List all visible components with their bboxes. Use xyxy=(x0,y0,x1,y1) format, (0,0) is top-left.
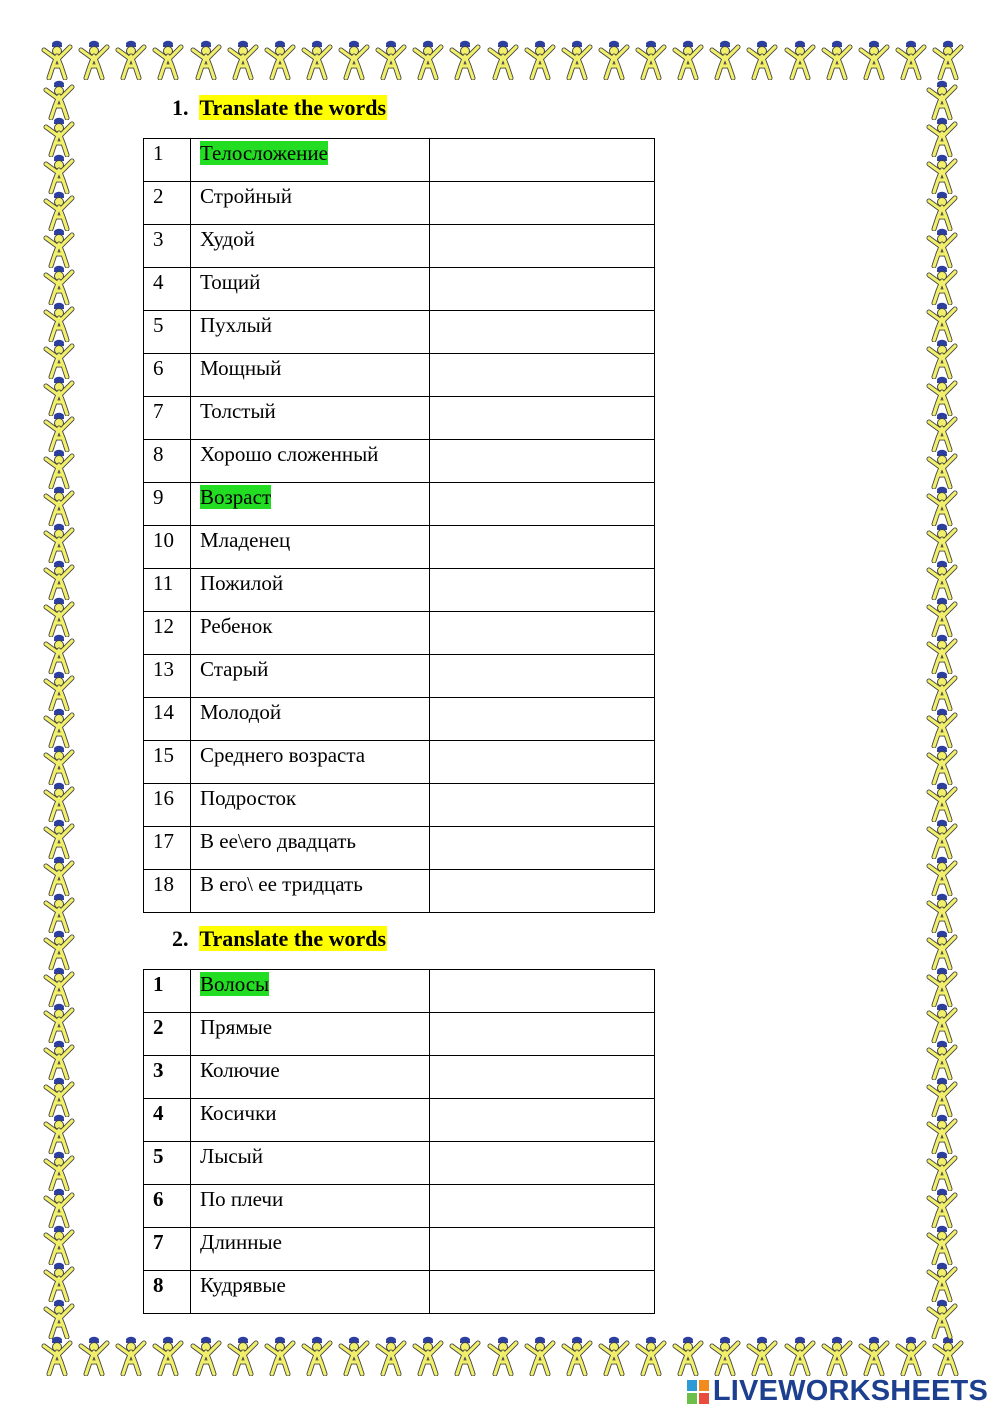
russian-word: Подросток xyxy=(200,786,297,810)
cheering-person-icon xyxy=(42,782,74,818)
cheering-person-icon xyxy=(925,1299,957,1335)
cheering-person-icon xyxy=(925,930,957,966)
row-number: 1 xyxy=(144,970,191,1013)
table-row xyxy=(144,526,655,569)
cheering-person-icon xyxy=(42,449,74,485)
table-row xyxy=(144,1142,655,1185)
translation-answer-cell[interactable] xyxy=(430,139,655,182)
cheering-person-icon xyxy=(925,1188,957,1224)
cheering-person-icon xyxy=(925,560,957,596)
word-cell xyxy=(191,698,430,741)
cheering-person-icon xyxy=(42,893,74,929)
row-number: 8 xyxy=(144,440,191,483)
cheering-person-icon xyxy=(42,745,74,781)
word-cell xyxy=(191,970,430,1013)
section-1-title xyxy=(172,95,387,121)
word-cell xyxy=(191,225,430,268)
table-row xyxy=(144,1271,655,1314)
russian-word: Худой xyxy=(200,227,255,251)
cheering-person-icon xyxy=(448,40,482,80)
cheering-person-icon xyxy=(42,1040,74,1076)
row-number: 10 xyxy=(144,526,191,569)
russian-word: Тощий xyxy=(200,270,261,294)
translation-answer-cell[interactable] xyxy=(430,1271,655,1314)
row-number: 2 xyxy=(144,1013,191,1056)
translation-answer-cell[interactable] xyxy=(430,1099,655,1142)
border-bottom xyxy=(40,1336,965,1380)
cheering-person-icon xyxy=(925,339,957,375)
cheering-person-icon xyxy=(671,40,705,80)
cheering-person-icon xyxy=(925,782,957,818)
word-cell xyxy=(191,1185,430,1228)
table-row xyxy=(144,397,655,440)
table-row xyxy=(144,311,655,354)
cheering-person-icon xyxy=(42,708,74,744)
translation-answer-cell[interactable] xyxy=(430,569,655,612)
cheering-person-icon xyxy=(374,1336,408,1376)
cheering-person-icon xyxy=(337,1336,371,1376)
russian-word: Толстый xyxy=(200,399,276,423)
table-row xyxy=(144,483,655,526)
cheering-person-icon xyxy=(263,40,297,80)
cheering-person-icon xyxy=(42,967,74,1003)
cheering-person-icon xyxy=(42,819,74,855)
russian-word: Пожилой xyxy=(200,571,284,595)
cheering-person-icon xyxy=(42,376,74,412)
cheering-person-icon xyxy=(925,449,957,485)
russian-word: Хорошо сложенный xyxy=(200,442,379,466)
section-heading: Translate the words xyxy=(199,926,387,951)
row-number: 2 xyxy=(144,182,191,225)
row-number: 1 xyxy=(144,139,191,182)
translation-answer-cell[interactable] xyxy=(430,655,655,698)
translation-answer-cell[interactable] xyxy=(430,741,655,784)
row-number: 12 xyxy=(144,612,191,655)
cheering-person-icon xyxy=(857,1336,891,1376)
border-right xyxy=(925,80,965,1335)
cheering-person-icon xyxy=(189,40,223,80)
table-row xyxy=(144,612,655,655)
russian-word: Ребенок xyxy=(200,614,273,638)
row-number: 4 xyxy=(144,268,191,311)
cheering-person-icon xyxy=(634,1336,668,1376)
translation-answer-cell[interactable] xyxy=(430,440,655,483)
russian-word: Стройный xyxy=(200,184,292,208)
cheering-person-icon xyxy=(42,1262,74,1298)
cheering-person-icon xyxy=(42,671,74,707)
word-cell xyxy=(191,1013,430,1056)
cheering-person-icon xyxy=(42,1077,74,1113)
cheering-person-icon xyxy=(820,1336,854,1376)
russian-word: Лысый xyxy=(200,1144,264,1168)
word-cell xyxy=(191,483,430,526)
row-number: 7 xyxy=(144,1228,191,1271)
table-row xyxy=(144,569,655,612)
cheering-person-icon xyxy=(857,40,891,80)
cheering-person-icon xyxy=(925,893,957,929)
cheering-person-icon xyxy=(925,154,957,190)
cheering-person-icon xyxy=(42,856,74,892)
cheering-person-icon xyxy=(925,819,957,855)
cheering-person-icon xyxy=(42,80,74,116)
word-cell xyxy=(191,1099,430,1142)
row-number: 7 xyxy=(144,397,191,440)
cheering-person-icon xyxy=(42,1188,74,1224)
row-number: 13 xyxy=(144,655,191,698)
table-row xyxy=(144,354,655,397)
cheering-person-icon xyxy=(486,40,520,80)
cheering-person-icon xyxy=(925,523,957,559)
cheering-person-icon xyxy=(925,191,957,227)
cheering-person-icon xyxy=(820,40,854,80)
cheering-person-icon xyxy=(42,1003,74,1039)
row-number: 11 xyxy=(144,569,191,612)
word-cell xyxy=(191,1142,430,1185)
cheering-person-icon xyxy=(931,40,965,80)
cheering-person-icon xyxy=(486,1336,520,1376)
cheering-person-icon xyxy=(925,634,957,670)
cheering-person-icon xyxy=(745,40,779,80)
translation-answer-cell[interactable] xyxy=(430,354,655,397)
cheering-person-icon xyxy=(523,1336,557,1376)
word-cell xyxy=(191,827,430,870)
table-row xyxy=(144,1056,655,1099)
border-left xyxy=(42,80,82,1335)
cheering-person-icon xyxy=(925,1151,957,1187)
russian-word: В его\ ее тридцать xyxy=(200,872,363,896)
russian-word: В ее\его двадцать xyxy=(200,829,356,853)
cheering-person-icon xyxy=(708,40,742,80)
cheering-person-icon xyxy=(42,412,74,448)
table-row xyxy=(144,1099,655,1142)
russian-word: Колючие xyxy=(200,1058,280,1082)
cheering-person-icon xyxy=(925,597,957,633)
cheering-person-icon xyxy=(925,708,957,744)
russian-word: Прямые xyxy=(200,1015,273,1039)
translation-answer-cell[interactable] xyxy=(430,612,655,655)
cheering-person-icon xyxy=(597,40,631,80)
translation-answer-cell[interactable] xyxy=(430,784,655,827)
translation-answer-cell[interactable] xyxy=(430,268,655,311)
cheering-person-icon xyxy=(411,40,445,80)
cheering-person-icon xyxy=(560,40,594,80)
vocab-table-1 xyxy=(143,138,655,913)
cheering-person-icon xyxy=(42,560,74,596)
word-cell xyxy=(191,182,430,225)
translation-answer-cell[interactable] xyxy=(430,311,655,354)
russian-word: По плечи xyxy=(200,1187,284,1211)
cheering-person-icon xyxy=(189,1336,223,1376)
translation-answer-cell[interactable] xyxy=(430,1228,655,1271)
russian-word: Кудрявые xyxy=(200,1273,286,1297)
table-row xyxy=(144,440,655,483)
row-number: 3 xyxy=(144,225,191,268)
word-cell xyxy=(191,741,430,784)
table-row xyxy=(144,1013,655,1056)
cheering-person-icon xyxy=(114,1336,148,1376)
translation-answer-cell[interactable] xyxy=(430,1013,655,1056)
cheering-person-icon xyxy=(925,1114,957,1150)
cheering-person-icon xyxy=(411,1336,445,1376)
translation-answer-cell[interactable] xyxy=(430,483,655,526)
table-row xyxy=(144,970,655,1013)
section-2-title xyxy=(172,926,387,952)
word-cell xyxy=(191,569,430,612)
cheering-person-icon xyxy=(925,1003,957,1039)
cheering-person-icon xyxy=(42,302,74,338)
word-cell xyxy=(191,268,430,311)
russian-word: Молодой xyxy=(200,700,282,724)
brand-name: LIVEWORKSHEETS xyxy=(712,1375,988,1407)
cheering-person-icon xyxy=(151,40,185,80)
cheering-person-icon xyxy=(925,265,957,301)
cheering-person-icon xyxy=(925,376,957,412)
translation-answer-cell[interactable] xyxy=(430,870,655,913)
cheering-person-icon xyxy=(114,40,148,80)
cheering-person-icon xyxy=(708,1336,742,1376)
table-row xyxy=(144,655,655,698)
cheering-person-icon xyxy=(42,486,74,522)
russian-word: Телосложение xyxy=(200,141,328,165)
cheering-person-icon xyxy=(745,1336,779,1376)
row-number: 9 xyxy=(144,483,191,526)
cheering-person-icon xyxy=(42,117,74,153)
cheering-person-icon xyxy=(925,856,957,892)
cheering-person-icon xyxy=(42,265,74,301)
row-number: 5 xyxy=(144,311,191,354)
row-number: 16 xyxy=(144,784,191,827)
word-cell xyxy=(191,397,430,440)
translation-answer-cell[interactable] xyxy=(430,225,655,268)
cheering-person-icon xyxy=(40,40,74,80)
cheering-person-icon xyxy=(925,228,957,264)
table-row xyxy=(144,698,655,741)
cheering-person-icon xyxy=(560,1336,594,1376)
row-number: 5 xyxy=(144,1142,191,1185)
cheering-person-icon xyxy=(42,228,74,264)
translation-answer-cell[interactable] xyxy=(430,1056,655,1099)
table-row xyxy=(144,139,655,182)
russian-word: Длинные xyxy=(200,1230,282,1254)
word-cell xyxy=(191,612,430,655)
cheering-person-icon xyxy=(42,634,74,670)
cheering-person-icon xyxy=(925,486,957,522)
cheering-person-icon xyxy=(925,412,957,448)
cheering-person-icon xyxy=(894,1336,928,1376)
word-cell xyxy=(191,1271,430,1314)
cheering-person-icon xyxy=(448,1336,482,1376)
cheering-person-icon xyxy=(925,1040,957,1076)
cheering-person-icon xyxy=(337,40,371,80)
russian-word: Волосы xyxy=(200,972,270,996)
translation-answer-cell[interactable] xyxy=(430,397,655,440)
translation-answer-cell[interactable] xyxy=(430,1142,655,1185)
row-number: 17 xyxy=(144,827,191,870)
word-cell xyxy=(191,139,430,182)
cheering-person-icon xyxy=(226,40,260,80)
cheering-person-icon xyxy=(931,1336,965,1376)
cheering-person-icon xyxy=(42,597,74,633)
cheering-person-icon xyxy=(42,523,74,559)
cheering-person-icon xyxy=(151,1336,185,1376)
cheering-person-icon xyxy=(42,1151,74,1187)
row-number: 6 xyxy=(144,1185,191,1228)
cheering-person-icon xyxy=(925,117,957,153)
word-cell xyxy=(191,655,430,698)
liveworksheets-logo-icon xyxy=(687,1380,709,1404)
row-number: 15 xyxy=(144,741,191,784)
table-row xyxy=(144,268,655,311)
russian-word: Мощный xyxy=(200,356,282,380)
cheering-person-icon xyxy=(925,80,957,116)
cheering-person-icon xyxy=(42,930,74,966)
cheering-person-icon xyxy=(226,1336,260,1376)
row-number: 3 xyxy=(144,1056,191,1099)
section-number: 1. xyxy=(172,95,189,120)
cheering-person-icon xyxy=(523,40,557,80)
cheering-person-icon xyxy=(42,154,74,190)
table-row xyxy=(144,784,655,827)
section-heading: Translate the words xyxy=(199,95,387,120)
section-number: 2. xyxy=(172,926,189,951)
cheering-person-icon xyxy=(925,967,957,1003)
row-number: 14 xyxy=(144,698,191,741)
word-cell xyxy=(191,354,430,397)
cheering-person-icon xyxy=(597,1336,631,1376)
word-cell xyxy=(191,526,430,569)
vocab-table-2 xyxy=(143,969,655,1314)
cheering-person-icon xyxy=(783,40,817,80)
word-cell xyxy=(191,311,430,354)
cheering-person-icon xyxy=(263,1336,297,1376)
cheering-person-icon xyxy=(42,1299,74,1335)
russian-word: Возраст xyxy=(200,485,272,509)
cheering-person-icon xyxy=(925,302,957,338)
cheering-person-icon xyxy=(925,745,957,781)
row-number: 4 xyxy=(144,1099,191,1142)
russian-word: Среднего возраста xyxy=(200,743,366,767)
russian-word: Пухлый xyxy=(200,313,272,337)
row-number: 8 xyxy=(144,1271,191,1314)
cheering-person-icon xyxy=(42,1225,74,1261)
cheering-person-icon xyxy=(77,1336,111,1376)
table-row xyxy=(144,1185,655,1228)
translation-answer-cell[interactable] xyxy=(430,526,655,569)
liveworksheets-logo[interactable] xyxy=(687,1375,988,1408)
row-number: 18 xyxy=(144,870,191,913)
table-row xyxy=(144,225,655,268)
row-number: 6 xyxy=(144,354,191,397)
cheering-person-icon xyxy=(634,40,668,80)
table-row xyxy=(144,1228,655,1271)
table-row xyxy=(144,741,655,784)
table-row xyxy=(144,870,655,913)
word-cell xyxy=(191,440,430,483)
table-row xyxy=(144,827,655,870)
cheering-person-icon xyxy=(42,339,74,375)
cheering-person-icon xyxy=(300,40,334,80)
cheering-person-icon xyxy=(671,1336,705,1376)
table-row xyxy=(144,182,655,225)
cheering-person-icon xyxy=(925,1225,957,1261)
word-cell xyxy=(191,870,430,913)
cheering-person-icon xyxy=(42,1114,74,1150)
russian-word: Старый xyxy=(200,657,269,681)
cheering-person-icon xyxy=(783,1336,817,1376)
translation-answer-cell[interactable] xyxy=(430,970,655,1013)
cheering-person-icon xyxy=(894,40,928,80)
cheering-person-icon xyxy=(374,40,408,80)
cheering-person-icon xyxy=(42,191,74,227)
cheering-person-icon xyxy=(925,1077,957,1113)
cheering-person-icon xyxy=(300,1336,334,1376)
cheering-person-icon xyxy=(925,1262,957,1298)
word-cell xyxy=(191,1056,430,1099)
word-cell xyxy=(191,784,430,827)
translation-answer-cell[interactable] xyxy=(430,698,655,741)
word-cell xyxy=(191,1228,430,1271)
cheering-person-icon xyxy=(77,40,111,80)
russian-word: Косички xyxy=(200,1101,277,1125)
translation-answer-cell[interactable] xyxy=(430,1185,655,1228)
translation-answer-cell[interactable] xyxy=(430,827,655,870)
cheering-person-icon xyxy=(40,1336,74,1376)
russian-word: Младенец xyxy=(200,528,291,552)
cheering-person-icon xyxy=(925,671,957,707)
translation-answer-cell[interactable] xyxy=(430,182,655,225)
border-top xyxy=(40,40,965,84)
